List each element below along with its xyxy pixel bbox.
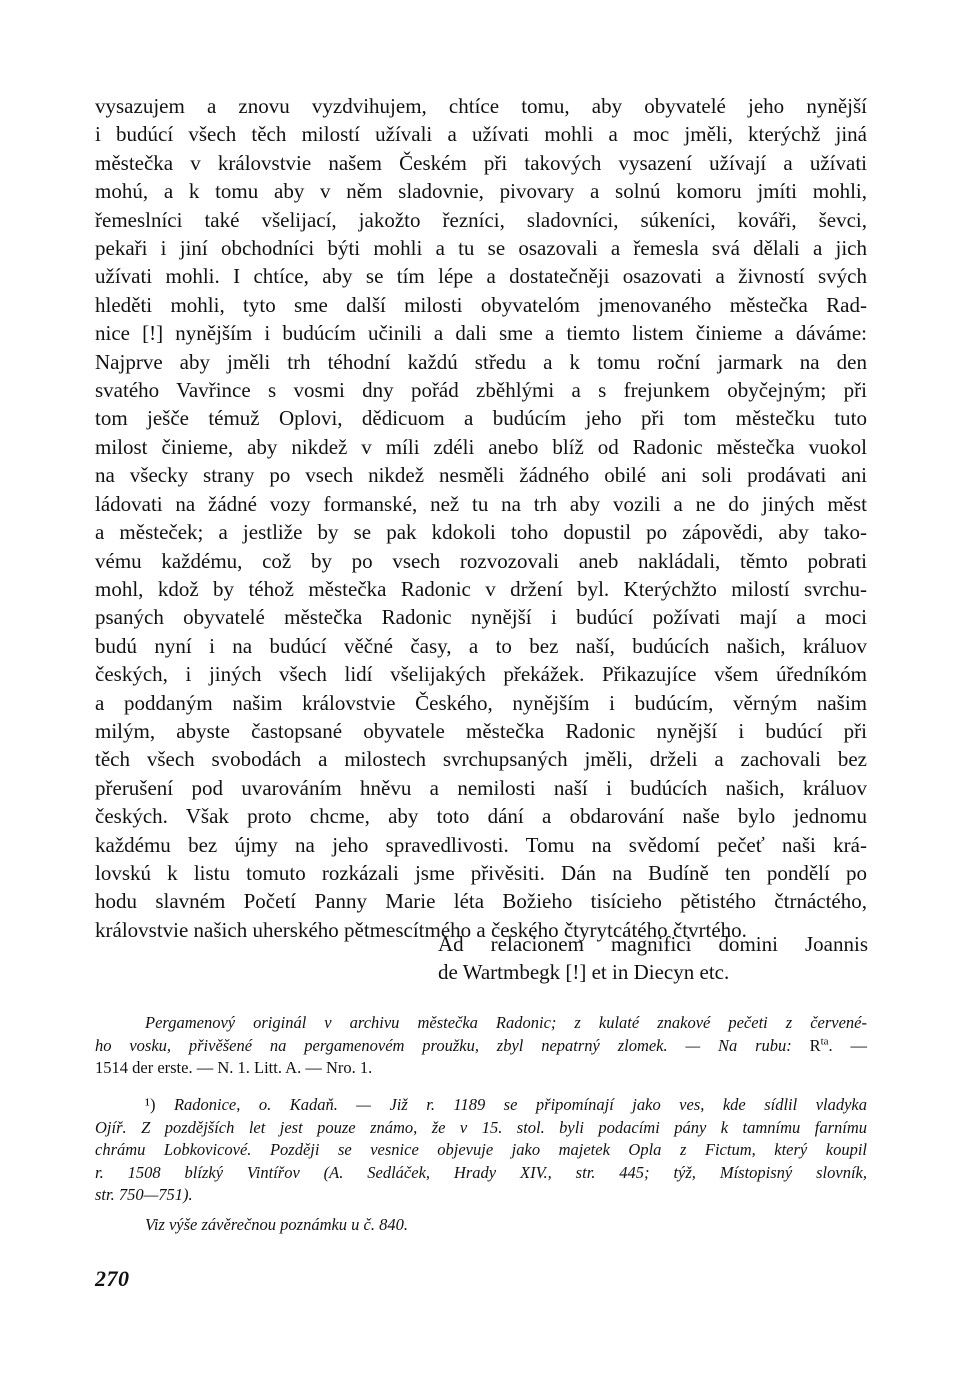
text-line: městečka v královstvie našem Českém při takových vysazení užívají a užívati [95,150,867,175]
footnote-text: Radonice, o. Kadaň. — Již r. 1189 se připomínají jako ves, kde sídlil vladyka [173,1095,868,1114]
source-note [95,1012,867,1080]
text-line: lovskú k listu tomuto rozkázali jsme přivěsiti. Dán na Budíně ten pondělí po [95,860,867,885]
cross-reference-text: Viz výše závěrečnou poznámku u č. 840. [145,1215,409,1234]
text-line: vému každému, což by po vsech rozvozovali aneb nakládali, těmto pobrati [95,548,867,573]
text-line: psaných obyvatelé městečka Radonic nynější i budúcí požívati mají a moci [95,605,867,630]
source-note-tail: . — [828,1035,868,1055]
text-line: milým, abyste častopsané obyvatele městečka Radonic nynější i budúcí při [95,718,867,743]
text-line: královstvie našich uherského pětmescítmého a českého čtyrytcátého čtvrtého. [95,917,747,942]
text-line: a poddaným našim královstvie Českého, nynějším i budúcím, věrným našim [95,690,867,715]
text-line: užívati mohli. I chtíce, aby se tím lépe a dostatečněji osazovati a živností svých [95,264,867,289]
text-line: milost činieme, aby nikdež v míli zdéli anebo blíž od Radonic městečka vuokol [95,434,867,459]
footnote-line [95,1094,867,1117]
text-line: pekaři i jiní obchodníci býti mohli a tu se osazovali a řemesla svá dělali a jich [95,236,867,261]
text-line: řemeslníci také všelijací, jakožto řezníci, sladovníci, súkeníci, kováři, ševci, [95,207,867,232]
text-line: každému bez újmy na jeho spravedlivosti. Tomu na svědomí pečeť naši krá- [95,832,867,857]
text-line: svatého Vavřince s vosmi dny pořád zběhlými a s frejunkem obyčejným; při [95,378,867,403]
cross-reference-note [95,1214,867,1237]
text-line: ládovati na žádné vozy formanské, než tu na trh aby vozili a ne do jiných měst [95,491,867,516]
text-line: těch všech svobodách a milostech svrchupsaných jměli, drželi a zachovali bez [95,747,867,772]
page-number: 270 [95,1266,130,1291]
footnote-line: Ojíř. Z pozdějších let jest pouze známo, že v 15. stol. byli podacími pány k tamnímu farnímu [95,1117,867,1137]
text-line: mohú, a k tomu aby v něm sladovnie, pivovary a solnú komoru jmíti mohli, [95,179,867,204]
source-note-line: Pergamenový originál v archivu městečka Radonic; z kulaté znakové pečeti z červené- [145,1013,867,1032]
text-line: mohl, kdož by téhož městečka Radonic v držení byl. Kterýchžto milostí svrchu- [95,576,867,601]
text-line: českých. Však proto chcme, aby toto dání a obdarování naše bylo jednomu [95,804,867,829]
dorsal-mark: R [809,1035,821,1055]
signature-line: de Wartmbegk [!] et in Diecyn etc. [438,960,730,985]
footnote-line: chrámu Lobkovicové. Později se vesnice objevuje jako majetek Opla z Fictum, který koupil [95,1140,867,1159]
footnote [95,1094,867,1207]
relation-signature [438,930,868,987]
footnote-marker: ¹) [145,1095,156,1114]
text-line: hleděti mohli, tyto sme další milosti obyvatelóm jmenovaného městečka Rad- [95,292,867,317]
text-line: nice [!] nynějším i budúcím učinili a dali sme a tiemto listem činieme a dáváme: [95,321,867,346]
text-line: a městeček; a jestliže by se pak kdokoli toho dopustil po zápovědi, aby tako- [95,520,867,545]
text-line: vysazujem a znovu vyzdvihujem, chtíce tomu, aby obyvatelé jeho nynější [95,94,867,118]
dorsal-mark-superscript: ta [820,1035,829,1047]
text-line: i budúcí všech těch milostí užívali a užívati mohli a moc jměli, kterýchž jiná [95,122,867,147]
source-note-text: ho vosku, přivěšené na pergamenovém proužku, zbyl nepatrný zlomek. — Na rubu: [95,1035,810,1055]
charter-text [95,92,867,944]
source-note-line [95,1035,867,1058]
text-line: přerušení pod uvarováním hněvu a nemilosti naší i budúcích našich, králuov [95,775,867,800]
signature-line: Ad relacionem magnifici domini Joannis [438,932,868,956]
text-line: na všecky strany po vsech nikdež nesměli žádného obilé ani soli prodávati ani [95,463,867,488]
text-line: budú nyní i na budúcí věčné časy, a to bez naší, budúcích našich, králuov [95,633,867,658]
footnote-line: r. 1508 blízký Vintířov (A. Sedláček, Hrady XIV., str. 445; týž, Místopisný slovník, [95,1162,867,1182]
text-line: českých, i jiných všech lidí všelijakých překážek. Přikazujíce všem úředníkóm [95,662,867,687]
text-line: tom ješče témuž Oplovi, dědicuom a budúcím jeho při tom městečku tuto [95,406,867,431]
footnote-line: str. 750—751). [95,1185,193,1204]
text-line: Najprve aby jměli trh téhodní každú středu a k tomu roční jarmark na den [95,349,867,374]
text-line: hodu slavném Početí Panny Marie léta Božieho tisícieho pětistého čtrnáctého, [95,889,867,914]
source-note-line: 1514 der erste. — N. 1. Litt. A. — Nro. 1. [95,1058,373,1077]
